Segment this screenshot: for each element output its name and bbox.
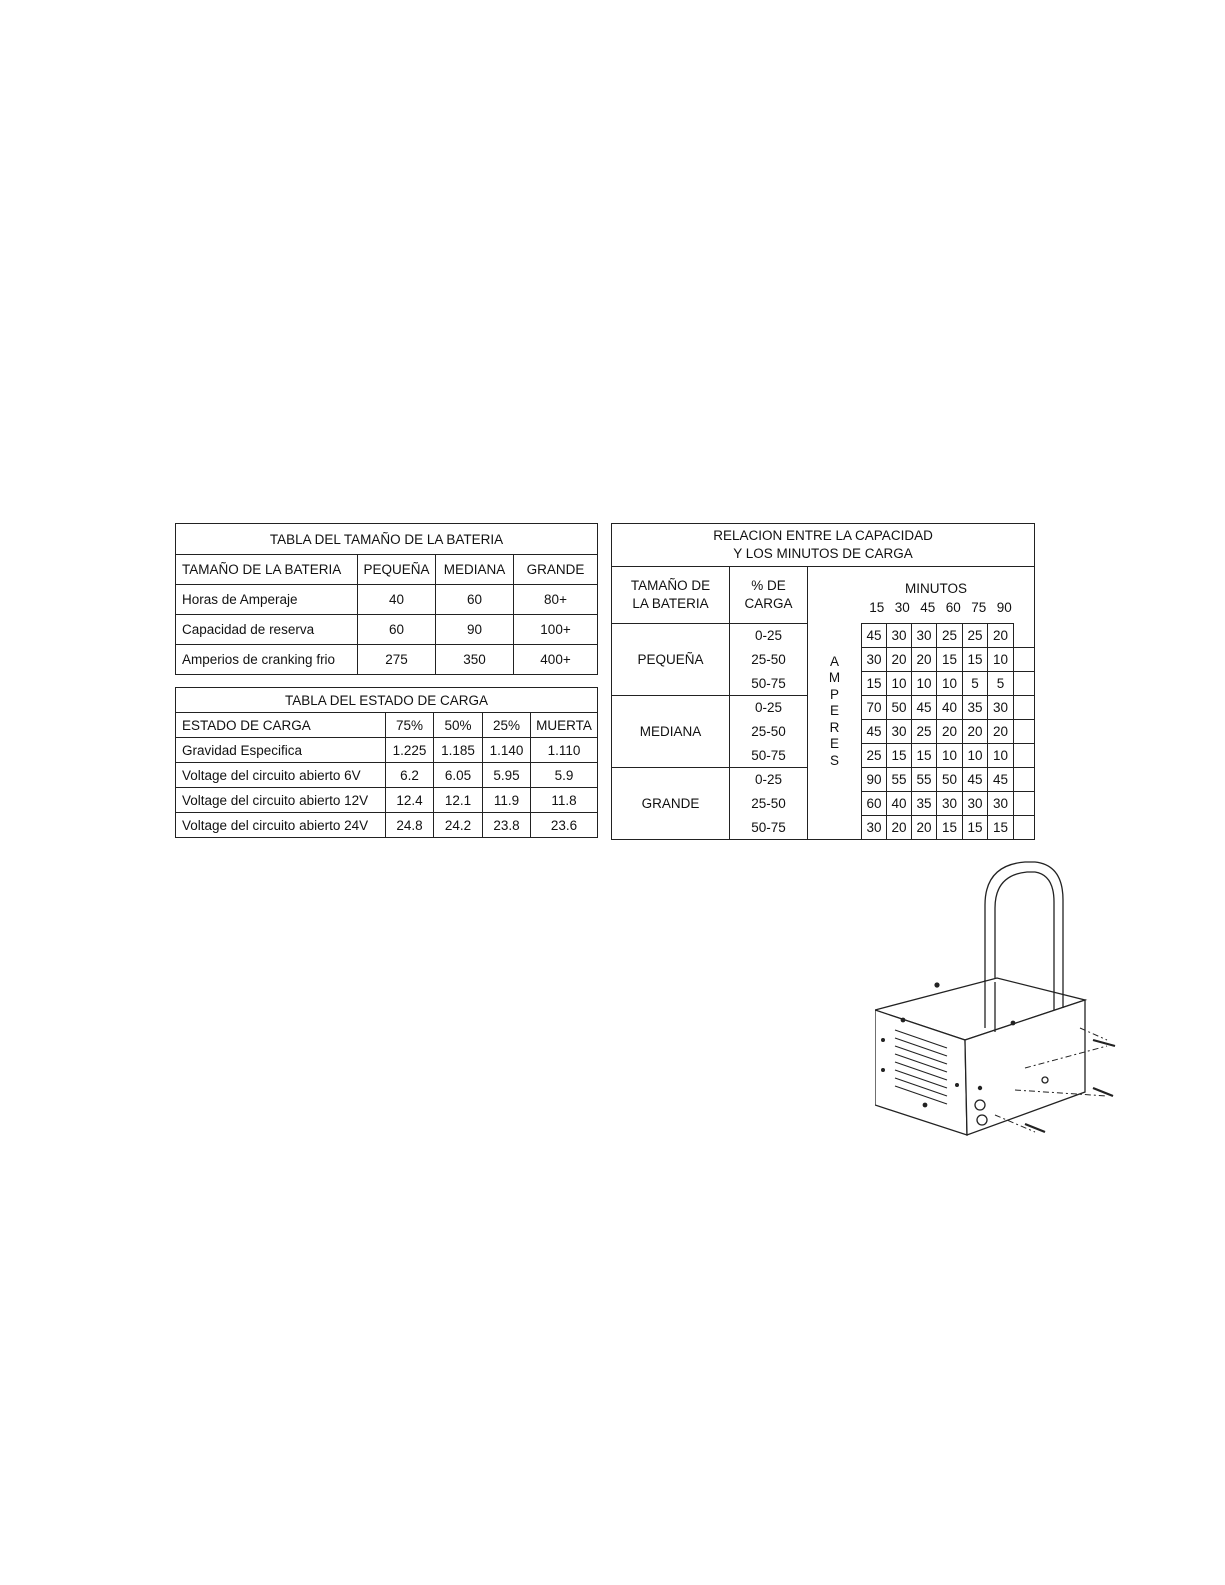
- amperes-letter: E: [829, 736, 839, 751]
- ampere-value: 20: [912, 816, 937, 840]
- header-cell: GRANDE: [514, 555, 598, 585]
- table-cell: 90: [436, 615, 514, 645]
- row-label: Horas de Amperaje: [176, 585, 358, 615]
- ampere-value: 45: [988, 768, 1014, 792]
- charge-state-table: [175, 687, 598, 838]
- table-cell: 24.8: [386, 813, 434, 838]
- spacer-cell: [1014, 672, 1035, 696]
- minute-value: 90: [996, 600, 1012, 615]
- table-cell: 40: [358, 585, 436, 615]
- battery-charger-drawing: [875, 860, 1125, 1150]
- header-cell: 25%: [483, 713, 531, 738]
- amperes-letter: M: [828, 670, 841, 685]
- table-row: [176, 585, 598, 615]
- amperes-letter: A: [829, 653, 839, 669]
- percent-header-line: CARGA: [744, 596, 793, 611]
- ampere-value: 45: [963, 768, 988, 792]
- header-cell: 75%: [386, 713, 434, 738]
- spacer-cell: [1014, 624, 1035, 648]
- table-cell: 1.140: [483, 738, 531, 763]
- minutes-header: [808, 567, 1035, 624]
- percent-cell: 25-50: [730, 720, 808, 744]
- ampere-value: 45: [862, 720, 887, 744]
- ampere-value: 70: [862, 696, 887, 720]
- ampere-value: 25: [862, 744, 887, 768]
- table-cell: 400+: [514, 645, 598, 675]
- ampere-value: 45: [912, 696, 937, 720]
- table-cell: 1.185: [434, 738, 483, 763]
- table-cell: 5.95: [483, 763, 531, 788]
- ampere-value: 30: [912, 624, 937, 648]
- ampere-value: 90: [862, 768, 887, 792]
- size-header: [612, 567, 730, 624]
- ampere-value: 30: [937, 792, 963, 816]
- minutes-label: MINUTOS: [905, 581, 968, 596]
- charger-outline: [875, 862, 1085, 1135]
- ampere-value: 5: [988, 672, 1014, 696]
- ampere-value: 10: [937, 672, 963, 696]
- table-cell: 80+: [514, 585, 598, 615]
- table-cell: 23.8: [483, 813, 531, 838]
- table-cell: 5.9: [531, 763, 598, 788]
- ampere-value: 15: [988, 816, 1014, 840]
- ampere-value: 15: [862, 672, 887, 696]
- size-group-label: PEQUEÑA: [612, 624, 730, 696]
- table-row: [176, 788, 598, 813]
- ampere-value: 50: [887, 696, 912, 720]
- row-label: Voltage del circuito abierto 12V: [176, 788, 386, 813]
- header-cell: ESTADO DE CARGA: [176, 713, 386, 738]
- ampere-value: 15: [937, 648, 963, 672]
- header-cell: MEDIANA: [436, 555, 514, 585]
- minutes-values: [808, 598, 1034, 617]
- ampere-value: 25: [937, 624, 963, 648]
- spacer-cell: [1014, 744, 1035, 768]
- amperes-letter: R: [829, 719, 840, 735]
- amperes-letter: P: [829, 686, 839, 702]
- ampere-value: 10: [963, 744, 988, 768]
- header-cell: 50%: [434, 713, 483, 738]
- ampere-value: 55: [887, 768, 912, 792]
- size-header-line: LA BATERIA: [632, 596, 709, 611]
- amperes-label: [808, 624, 862, 840]
- amperes-letter: E: [829, 703, 839, 718]
- table-cell: 60: [358, 615, 436, 645]
- ampere-value: 20: [912, 648, 937, 672]
- table-cell: 12.4: [386, 788, 434, 813]
- spacer-cell: [1014, 816, 1035, 840]
- ampere-value: 15: [912, 744, 937, 768]
- title-line: Y LOS MINUTOS DE CARGA: [733, 546, 913, 561]
- table-cell: 6.05: [434, 763, 483, 788]
- table-cell: 23.6: [531, 813, 598, 838]
- table-row: [176, 615, 598, 645]
- ampere-value: 60: [862, 792, 887, 816]
- row-label: Capacidad de reserva: [176, 615, 358, 645]
- ampere-value: 55: [912, 768, 937, 792]
- charge-state-table-title: TABLA DEL ESTADO DE CARGA: [176, 688, 598, 713]
- spacer-cell: [1014, 768, 1035, 792]
- header-cell: PEQUEÑA: [358, 555, 436, 585]
- minute-value: 15: [869, 600, 885, 615]
- percent-header: [730, 567, 808, 624]
- table-row: [176, 763, 598, 788]
- battery-size-table-title: TABLA DEL TAMAÑO DE LA BATERIA: [176, 524, 598, 555]
- percent-cell: 0-25: [730, 624, 808, 648]
- ampere-value: 25: [912, 720, 937, 744]
- table-cell: 11.9: [483, 788, 531, 813]
- ampere-value: 20: [988, 720, 1014, 744]
- size-header-line: TAMAÑO DE: [630, 578, 711, 593]
- ampere-value: 20: [887, 648, 912, 672]
- table-cell: 100+: [514, 615, 598, 645]
- table-cell: 11.8: [531, 788, 598, 813]
- percent-cell: 25-50: [730, 648, 808, 672]
- percent-cell: 0-25: [730, 696, 808, 720]
- amperes-letter: S: [829, 752, 839, 768]
- ampere-value: 50: [937, 768, 963, 792]
- ampere-value: 10: [988, 744, 1014, 768]
- table-row: [612, 624, 1035, 648]
- ampere-value: 20: [887, 816, 912, 840]
- ampere-value: 35: [963, 696, 988, 720]
- ampere-value: 30: [988, 792, 1014, 816]
- ampere-value: 20: [988, 624, 1014, 648]
- percent-cell: 50-75: [730, 816, 808, 840]
- table-cell: 1.225: [386, 738, 434, 763]
- table-cell: 6.2: [386, 763, 434, 788]
- spacer-cell: [1014, 648, 1035, 672]
- ampere-value: 15: [937, 816, 963, 840]
- ampere-value: 30: [963, 792, 988, 816]
- spacer-cell: [1014, 792, 1035, 816]
- header-cell: TAMAÑO DE LA BATERIA: [176, 555, 358, 585]
- title-line: RELACION ENTRE LA CAPACIDAD: [713, 528, 933, 543]
- ampere-value: 10: [912, 672, 937, 696]
- ampere-value: 40: [887, 792, 912, 816]
- capacity-table-title: [612, 524, 1035, 567]
- ampere-value: 30: [887, 624, 912, 648]
- percent-cell: 50-75: [730, 744, 808, 768]
- table-cell: 12.1: [434, 788, 483, 813]
- percent-cell: 50-75: [730, 672, 808, 696]
- capacity-minutes-table: [611, 523, 1035, 840]
- minute-value: 30: [894, 600, 910, 615]
- minute-value: 75: [971, 600, 987, 615]
- ampere-value: 5: [963, 672, 988, 696]
- percent-header-line: % DE: [751, 578, 786, 593]
- ampere-value: 30: [862, 648, 887, 672]
- table-cell: 350: [436, 645, 514, 675]
- row-label: Voltage del circuito abierto 6V: [176, 763, 386, 788]
- spacer-cell: [1014, 696, 1035, 720]
- battery-size-table: [175, 523, 598, 675]
- percent-cell: 0-25: [730, 768, 808, 792]
- ampere-value: 35: [912, 792, 937, 816]
- ampere-value: 30: [988, 696, 1014, 720]
- percent-cell: 25-50: [730, 792, 808, 816]
- minute-value: 60: [945, 600, 961, 615]
- ampere-value: 10: [937, 744, 963, 768]
- row-label: Amperios de cranking frio: [176, 645, 358, 675]
- ampere-value: 20: [937, 720, 963, 744]
- ampere-value: 15: [887, 744, 912, 768]
- ampere-value: 25: [963, 624, 988, 648]
- ampere-value: 15: [963, 648, 988, 672]
- table-cell: 1.110: [531, 738, 598, 763]
- table-cell: 60: [436, 585, 514, 615]
- table-row: [176, 813, 598, 838]
- ampere-value: 30: [887, 720, 912, 744]
- spacer-cell: [1014, 720, 1035, 744]
- table-cell: 24.2: [434, 813, 483, 838]
- row-label: Voltage del circuito abierto 24V: [176, 813, 386, 838]
- ampere-value: 30: [862, 816, 887, 840]
- table-cell: 275: [358, 645, 436, 675]
- minute-value: 45: [920, 600, 936, 615]
- row-label: Gravidad Especifica: [176, 738, 386, 763]
- size-group-label: GRANDE: [612, 768, 730, 840]
- ampere-value: 20: [963, 720, 988, 744]
- table-row: [176, 738, 598, 763]
- ampere-value: 15: [963, 816, 988, 840]
- ampere-value: 45: [862, 624, 887, 648]
- ampere-value: 40: [937, 696, 963, 720]
- ampere-value: 10: [988, 648, 1014, 672]
- ampere-value: 10: [887, 672, 912, 696]
- table-row: [176, 645, 598, 675]
- header-cell: MUERTA: [531, 713, 598, 738]
- size-group-label: MEDIANA: [612, 696, 730, 768]
